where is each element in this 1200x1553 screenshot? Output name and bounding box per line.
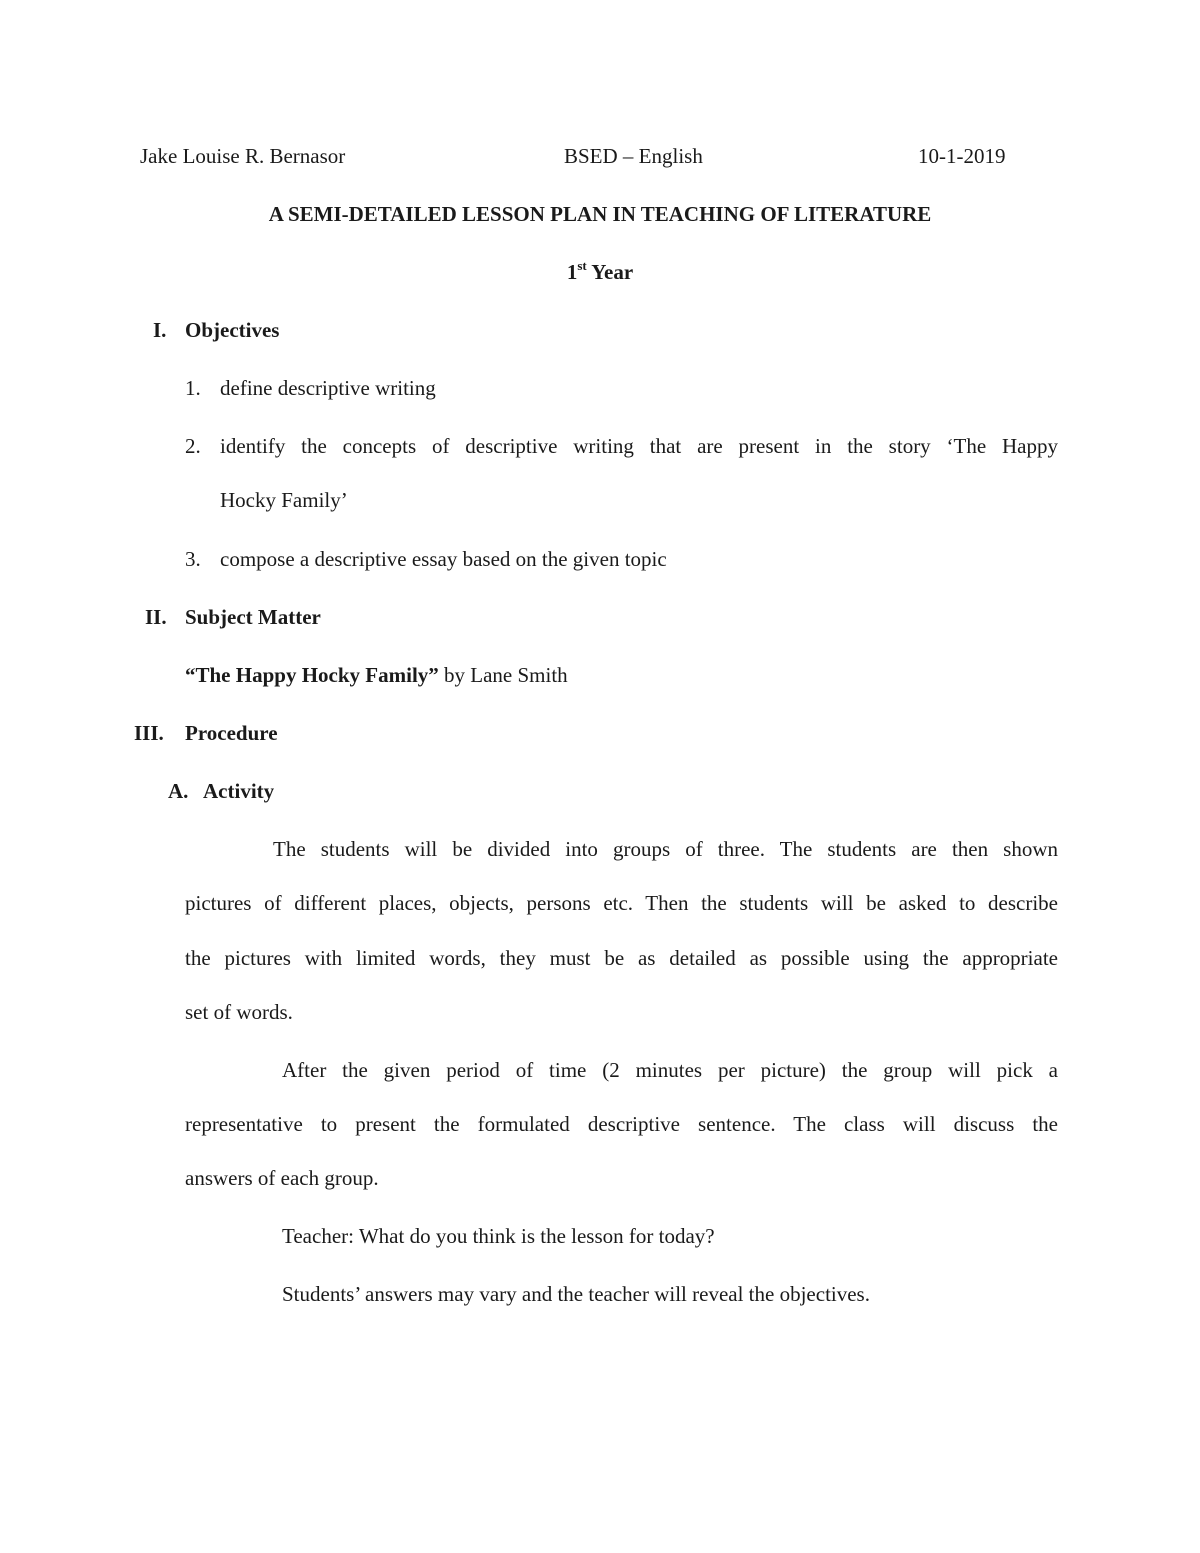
paragraph-line: representative to present the formulated descriptive sentence. The class will discuss the <box>185 1112 1058 1136</box>
paragraph-line: the pictures with limited words, they must be as detailed as possible using the appropriate <box>185 946 1058 970</box>
objective-number: 3. <box>185 547 201 571</box>
objective-number: 1. <box>185 376 201 400</box>
subsection-letter-activity: A. <box>168 779 189 803</box>
section-heading-procedure: Procedure <box>185 721 278 745</box>
section-numeral-procedure: III. <box>134 721 164 745</box>
subsection-heading-activity: Activity <box>203 779 275 803</box>
document-date: 10-1-2019 <box>918 144 1006 168</box>
paragraph-line: The students will be divided into groups of three. The students are then shown <box>273 837 1058 861</box>
year-word: Year <box>591 260 634 284</box>
section-numeral-objectives: I. <box>153 318 167 342</box>
document-title: A SEMI-DETAILED LESSON PLAN IN TEACHING OF LITERATURE <box>268 202 932 226</box>
objective-text: compose a descriptive essay based on the given topic <box>220 547 667 571</box>
objective-number: 2. <box>185 434 201 458</box>
objective-text-continued: Hocky Family’ <box>220 488 348 512</box>
teacher-question: Teacher: What do you think is the lesson for today? <box>282 1224 715 1248</box>
story-byline: by Lane Smith <box>438 663 568 687</box>
section-numeral-subject-matter: II. <box>145 605 167 629</box>
year-number: 1 <box>566 260 578 284</box>
paragraph-line: After the given period of time (2 minutes per picture) the group will pick a <box>282 1058 1058 1082</box>
section-heading-objectives: Objectives <box>185 318 280 342</box>
paragraph-line: pictures of different places, objects, persons etc. Then the students will be asked to describe <box>185 891 1058 915</box>
year-suffix: st <box>577 258 587 273</box>
story-title: “The Happy Hocky Family” <box>185 663 439 687</box>
author-name: Jake Louise R. Bernasor <box>140 144 346 168</box>
section-heading-subject-matter: Subject Matter <box>185 605 321 629</box>
students-answer-note: Students’ answers may vary and the teacher will reveal the objectives. <box>282 1282 870 1306</box>
objective-text: define descriptive writing <box>220 376 436 400</box>
paragraph-line: set of words. <box>185 1000 293 1024</box>
course-name: BSED – English <box>564 144 703 168</box>
subject-matter-line <box>185 665 568 686</box>
year-level <box>0 258 1200 284</box>
paragraph-line: answers of each group. <box>185 1166 379 1190</box>
objective-text: identify the concepts of descriptive writing that are present in the story ‘The Happy <box>220 434 1058 458</box>
